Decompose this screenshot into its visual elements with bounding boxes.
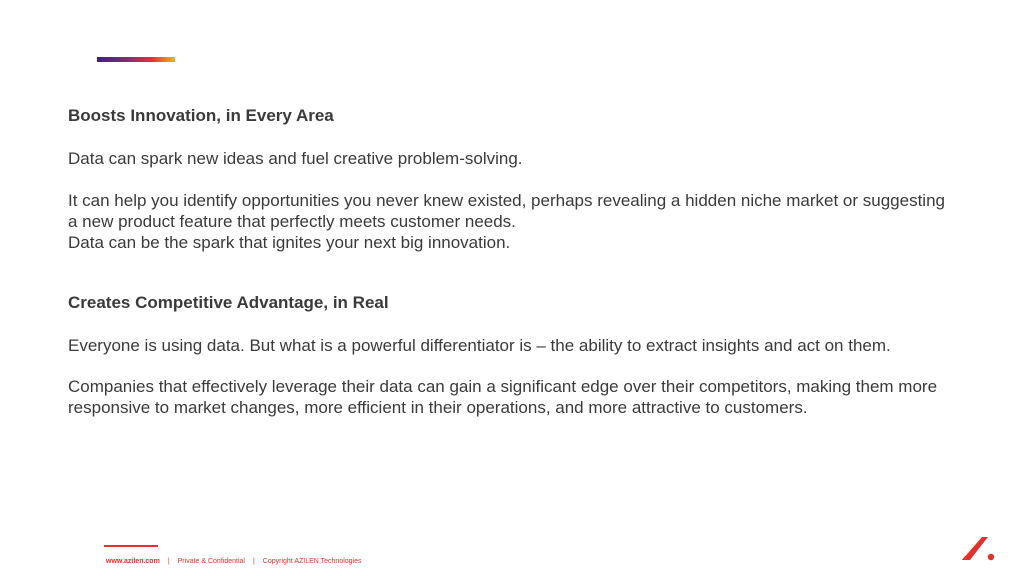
footer-website-link[interactable]: www.azilen.com <box>106 558 160 565</box>
azilen-slash-dot-logo-icon <box>960 534 996 562</box>
advantage-paragraph-1: Everyone is using data. But what is a powerful differentiator is – the ability to extract insights and act on them. <box>68 336 891 355</box>
footer-copyright: Copyright AZILEN Technologies <box>262 558 362 565</box>
innovation-paragraph-2-text: It can help you identify opportunities you never knew existed, perhaps revealing a hidden niche market or suggesting a new product feature that perfectly meets customer needs. <box>68 191 945 231</box>
footer-separator: | <box>167 558 170 565</box>
advantage-paragraph-2: Companies that effectively leverage their data can gain a significant edge over their competitors, making them more responsive to market changes, more efficient in their operations, and more attractive to customers. <box>68 377 938 417</box>
footer <box>106 557 362 567</box>
footer-accent-line <box>104 545 158 547</box>
section-title-competitive-advantage: Creates Competitive Advantage, in Real <box>68 293 389 312</box>
section-title-innovation: Boosts Innovation, in Every Area <box>68 106 334 125</box>
accent-gradient-bar <box>97 57 175 62</box>
innovation-paragraph-1: Data can spark new ideas and fuel creative problem-solving. <box>68 149 523 168</box>
innovation-paragraph-2 <box>68 190 948 253</box>
footer-separator: | <box>252 558 255 565</box>
footer-confidential: Private & Confidential <box>177 558 245 565</box>
innovation-paragraph-2-closing: Data can be the spark that ignites your next big innovation. <box>68 233 511 252</box>
